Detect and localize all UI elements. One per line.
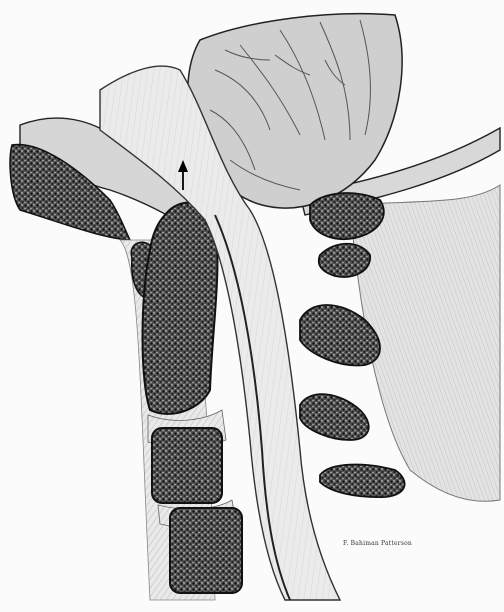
c4-spinous-process (300, 394, 369, 440)
c4-vertebral-body (170, 508, 242, 593)
c3-vertebral-body (152, 428, 222, 503)
axis-dens (143, 203, 218, 414)
c5-spinous-process (320, 465, 405, 498)
artist-signature: F. Bahiman Patterson (343, 540, 412, 547)
c2-spinous-process (319, 244, 370, 277)
